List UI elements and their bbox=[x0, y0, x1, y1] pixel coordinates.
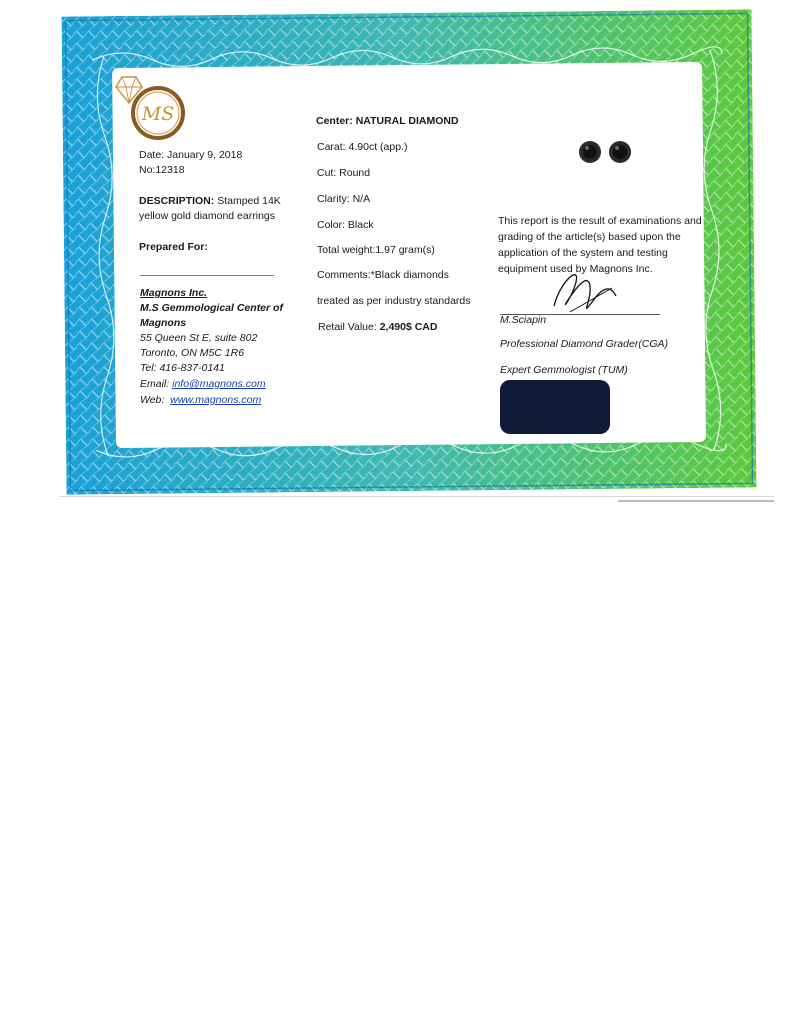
description bbox=[139, 194, 281, 209]
email-link[interactable]: info@magnons.com bbox=[172, 378, 266, 390]
address-line1: 55 Queen St E, suite 802 bbox=[140, 332, 258, 344]
center-value: NATURAL DIAMOND bbox=[355, 115, 459, 127]
carat: Carat: 4.90ct (app.) bbox=[317, 141, 408, 153]
center-stone bbox=[316, 114, 459, 129]
grader-name: M.Sciapin bbox=[500, 314, 547, 326]
report-line1: This report is the result of examinations and bbox=[498, 215, 702, 227]
description-line1: Stamped 14K bbox=[217, 195, 281, 207]
prepared-for-label: Prepared For: bbox=[139, 241, 208, 253]
report-line2: grading of the article(s) based upon the bbox=[498, 231, 681, 243]
logo-text: MS bbox=[141, 103, 175, 125]
grader-title2: Expert Gemmologist (TUM) bbox=[500, 364, 628, 376]
signature bbox=[550, 262, 620, 320]
scan-edge-shadow bbox=[618, 500, 774, 502]
web-link[interactable]: www.magnons.com bbox=[170, 394, 262, 406]
diamond-ring-logo-icon bbox=[112, 71, 190, 141]
stamp-seal bbox=[500, 380, 610, 434]
comments-line2: treated as per industry standards bbox=[317, 295, 471, 307]
earrings-photo bbox=[576, 138, 636, 166]
description-line2: yellow gold diamond earrings bbox=[139, 210, 275, 222]
center-label: Center: bbox=[316, 115, 353, 127]
scan-edge bbox=[60, 496, 774, 497]
retail-value bbox=[318, 320, 437, 335]
cut: Cut: Round bbox=[317, 167, 371, 179]
email-label: Email: bbox=[140, 378, 170, 390]
company-name: Magnons Inc. bbox=[140, 287, 208, 299]
retail-amount: 2,490$ CAD bbox=[379, 321, 438, 333]
color: Color: Black bbox=[317, 219, 374, 231]
report-line4: equipment used by Magnons Inc. bbox=[498, 263, 653, 275]
certificate-number: No:12318 bbox=[139, 164, 185, 176]
total-weight: Total weight:1.97 gram(s) bbox=[317, 244, 435, 256]
prepared-for-line bbox=[140, 275, 274, 276]
web-row bbox=[140, 393, 261, 408]
grader-title1: Professional Diamond Grader(CGA) bbox=[500, 338, 669, 350]
web-label: Web: bbox=[140, 394, 165, 406]
email-row bbox=[140, 377, 266, 392]
gem-center-line1: M.S Gemmological Center of bbox=[140, 302, 283, 314]
telephone: Tel: 416-837-0141 bbox=[140, 362, 225, 374]
clarity: Clarity: N/A bbox=[317, 193, 371, 205]
certificate-date: Date: January 9, 2018 bbox=[139, 149, 243, 161]
comments-line1: Comments:*Black diamonds bbox=[317, 269, 449, 281]
report-line3: application of the system and testing bbox=[498, 247, 668, 259]
gem-center-line2: Magnons bbox=[140, 317, 187, 329]
retail-label: Retail Value: bbox=[318, 321, 377, 333]
address-line2: Toronto, ON M5C 1R6 bbox=[140, 347, 245, 359]
description-label: DESCRIPTION: bbox=[139, 195, 215, 207]
